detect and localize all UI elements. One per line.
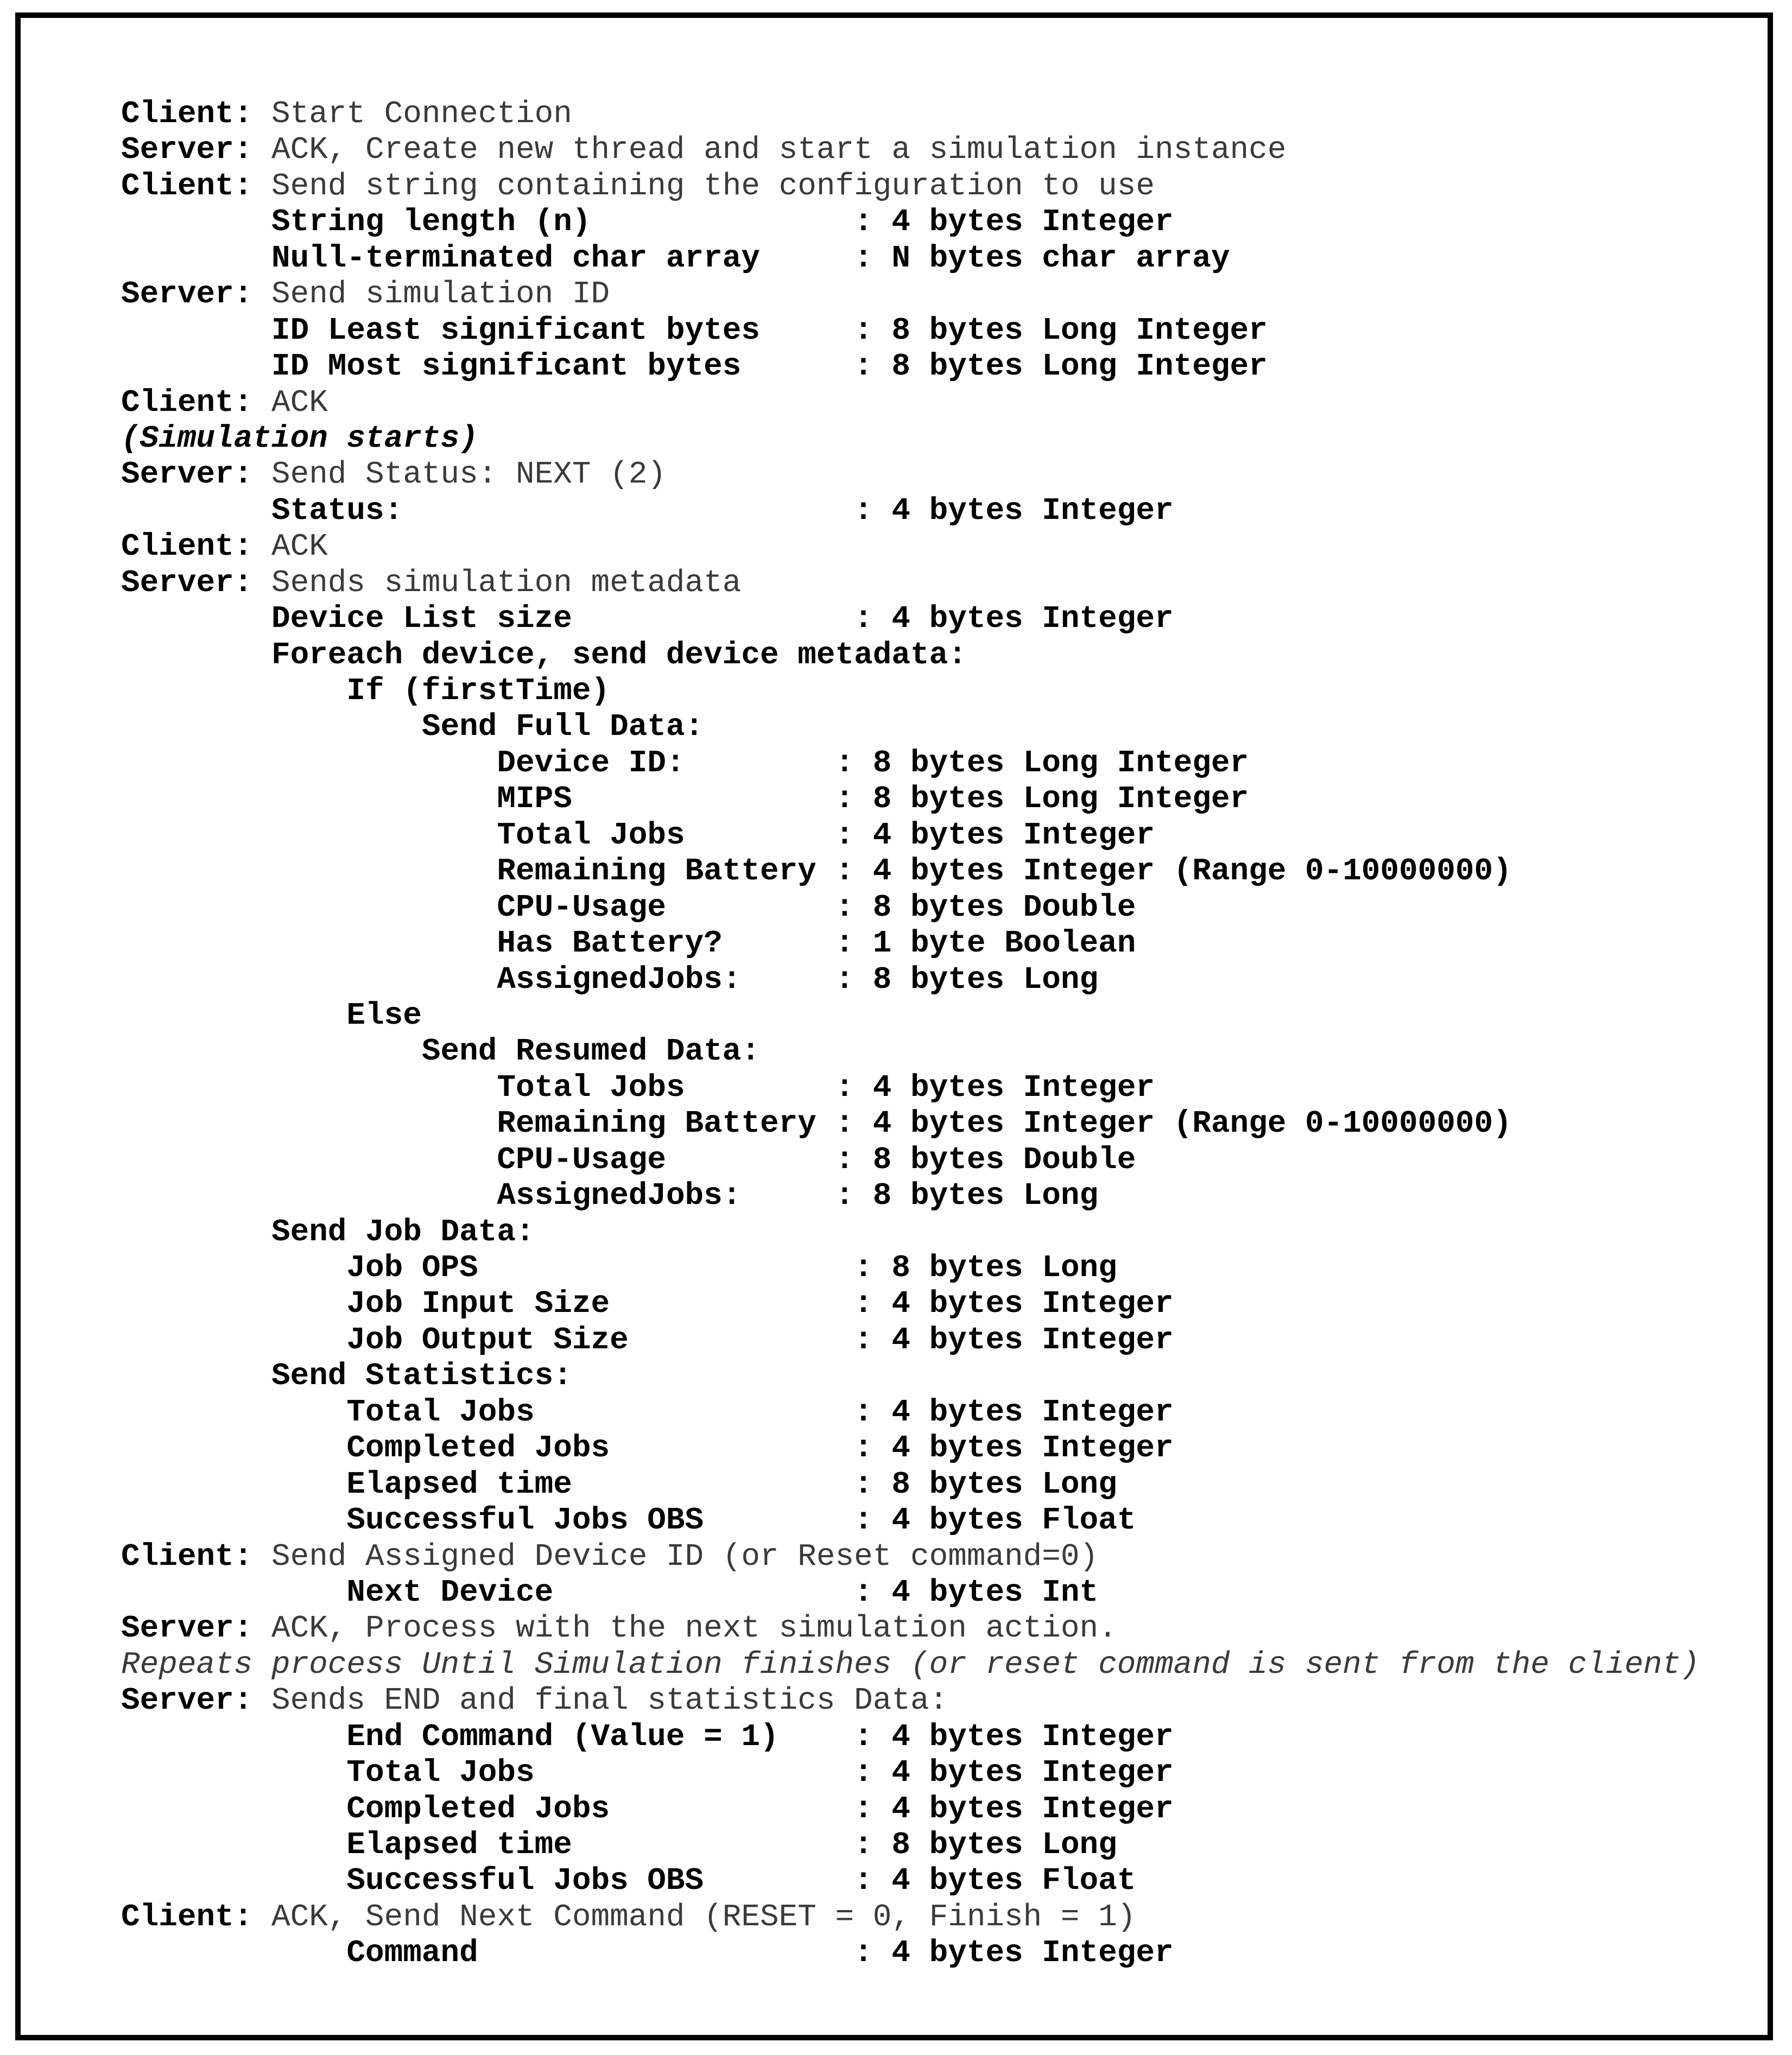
server-message-line [121,277,1700,313]
indent [121,1503,346,1538]
client-message-line [121,529,1700,565]
server-label: Server: [121,1683,271,1719]
field-definition: Job OPS : 8 bytes Long [346,1251,1117,1286]
field-line [121,1755,1700,1791]
client-message-line [121,1539,1700,1575]
field-definition: Send Job Data: [271,1214,535,1250]
field-line [121,1106,1700,1142]
client-label: Client: [121,529,271,565]
field-definition: Send Statistics: [271,1359,572,1394]
indent [121,1034,422,1069]
field-line [121,709,1700,745]
field-line [121,1395,1700,1431]
field-definition: Has Battery? : 1 byte Boolean [497,926,1136,962]
field-line [121,1467,1700,1503]
indent [121,854,497,889]
field-line [121,1503,1700,1539]
field-line [121,998,1700,1034]
message-description: Send string containing the configuration to use [271,168,1155,204]
client-label: Client: [121,385,271,421]
client-message-line [121,1900,1700,1936]
field-line [121,1178,1700,1214]
indent [121,1178,497,1214]
field-definition: Remaining Battery : 4 bytes Integer (Range 0-10000000) [497,854,1512,890]
server-label: Server: [121,277,271,313]
field-definition: Total Jobs : 4 bytes Integer [497,817,1155,853]
annotation-line [121,421,1700,457]
field-definition: Completed Jobs : 4 bytes Integer [346,1791,1174,1827]
field-line [121,1431,1700,1467]
indent [121,1575,346,1610]
field-line [121,854,1700,890]
field-definition: Total Jobs : 4 bytes Integer [497,1070,1155,1106]
indent [121,1467,346,1502]
indent [121,493,271,529]
field-line [121,1286,1700,1322]
field-definition: Foreach device, send device metadata: [271,637,967,673]
field-line [121,601,1700,637]
field-definition: Total Jobs : 4 bytes Integer [346,1755,1174,1791]
field-definition: Device List size : 4 bytes Integer [271,601,1174,637]
field-definition: Device ID: : 8 bytes Long Integer [497,745,1249,781]
indent [121,1395,346,1430]
field-definition: Elapsed time : 8 bytes Long [346,1467,1117,1502]
message-description: ACK, Process with the next simulation action. [271,1611,1117,1647]
field-line [121,349,1700,385]
field-line [121,493,1700,529]
field-definition: Job Input Size : 4 bytes Integer [346,1286,1174,1322]
field-definition: Command : 4 bytes Integer [346,1936,1174,1971]
field-line [121,782,1700,817]
server-message-line [121,1611,1700,1647]
field-line [121,1792,1700,1828]
document-frame [15,12,1773,2040]
indent [121,1359,271,1394]
annotation-line [121,1647,1700,1683]
field-line [121,962,1700,998]
field-definition: Total Jobs : 4 bytes Integer [346,1394,1174,1430]
field-line [121,1034,1700,1070]
server-message-line [121,1683,1700,1719]
field-line [121,1828,1700,1863]
indent [121,818,497,853]
field-definition: Completed Jobs : 4 bytes Integer [346,1431,1174,1467]
indent [121,638,271,673]
indent [121,1792,346,1827]
message-description: ACK [271,385,328,421]
field-line [121,1323,1700,1359]
annotation-text: (Simulation starts) [121,421,478,456]
client-label: Client: [121,97,271,132]
indent [121,1863,346,1899]
indent [121,998,346,1033]
message-description: Sends END and final statistics Data: [271,1683,948,1719]
field-definition: ID Least significant bytes : 8 bytes Long Integer [271,313,1268,348]
message-description: Start Connection [271,97,572,132]
field-definition: AssignedJobs: : 8 bytes Long [497,1178,1099,1214]
field-line [121,1575,1700,1611]
field-definition: If (firstTime) [346,674,610,709]
message-description: Send Status: NEXT (2) [271,457,666,493]
client-label: Client: [121,1899,271,1935]
indent [121,890,497,925]
field-definition: CPU-Usage : 8 bytes Double [497,1142,1136,1178]
indent [121,674,346,709]
field-definition: Elapsed time : 8 bytes Long [346,1828,1117,1863]
indent [121,1828,346,1863]
field-definition: Status: : 4 bytes Integer [271,493,1174,529]
field-definition: AssignedJobs: : 8 bytes Long [497,962,1099,998]
field-line [121,313,1700,349]
field-definition: MIPS : 8 bytes Long Integer [497,782,1249,817]
indent [121,962,497,998]
client-message-line [121,169,1700,205]
field-definition: Remaining Battery : 4 bytes Integer (Range 0-10000000) [497,1106,1512,1142]
message-description: ACK [271,529,328,565]
indent [121,1720,346,1755]
indent [121,1070,497,1106]
field-definition: String length (n) : 4 bytes Integer [271,205,1174,240]
field-line [121,241,1700,277]
field-definition: Next Device : 4 bytes Int [346,1575,1099,1610]
client-label: Client: [121,168,271,204]
field-line [121,1359,1700,1394]
indent [121,1323,346,1358]
indent [121,1143,497,1178]
indent [121,709,422,745]
message-description: Send Assigned Device ID (or Reset command=0) [271,1539,1099,1575]
indent [121,1936,346,1971]
field-definition: End Command (Value = 1) : 4 bytes Integer [346,1719,1174,1755]
field-line [121,1251,1700,1286]
server-label: Server: [121,457,271,493]
field-line [121,1720,1700,1755]
message-description: ACK, Create new thread and start a simulation instance [271,132,1287,168]
field-definition: Else [346,998,422,1033]
field-line [121,818,1700,854]
indent [121,349,271,384]
field-line [121,926,1700,962]
message-description: ACK, Send Next Command (RESET = 0, Finish = 1) [271,1899,1136,1935]
message-description: Send simulation ID [271,277,610,313]
field-line [121,1215,1700,1251]
indent [121,1755,346,1791]
field-definition: CPU-Usage : 8 bytes Double [497,890,1136,925]
client-message-line [121,385,1700,421]
field-definition: Send Full Data: [421,709,704,745]
indent [121,926,497,961]
indent [121,313,271,348]
field-line [121,1143,1700,1178]
server-message-line [121,566,1700,601]
protocol-listing [121,97,1700,1972]
indent [121,1286,346,1322]
annotation-text: Repeats process Until Simulation finishes (or reset command is sent from the client) [121,1647,1700,1683]
indent [121,1431,346,1466]
server-message-line [121,132,1700,168]
indent [121,205,271,240]
field-definition: Successful Jobs OBS : 4 bytes Float [346,1863,1136,1899]
server-label: Server: [121,132,271,168]
server-label: Server: [121,1611,271,1647]
field-definition: Null-terminated char array : N bytes char array [271,240,1230,276]
field-line [121,638,1700,674]
field-definition: ID Most significant bytes : 8 bytes Long Integer [271,349,1268,385]
field-definition: Send Resumed Data: [421,1034,761,1070]
field-line [121,674,1700,709]
client-message-line [121,97,1700,132]
message-description: Sends simulation metadata [271,565,742,601]
indent [121,1106,497,1141]
field-line [121,890,1700,926]
field-line [121,1070,1700,1106]
field-line [121,1863,1700,1899]
field-definition: Job Output Size : 4 bytes Integer [346,1322,1174,1358]
field-definition: Successful Jobs OBS : 4 bytes Float [346,1503,1136,1539]
client-label: Client: [121,1539,271,1575]
server-message-line [121,457,1700,493]
indent [121,746,497,781]
indent [121,601,271,637]
indent [121,1251,346,1286]
indent [121,241,271,276]
indent [121,782,497,817]
field-line [121,1936,1700,1971]
indent [121,1215,271,1250]
server-label: Server: [121,565,271,601]
field-line [121,746,1700,782]
field-line [121,205,1700,240]
